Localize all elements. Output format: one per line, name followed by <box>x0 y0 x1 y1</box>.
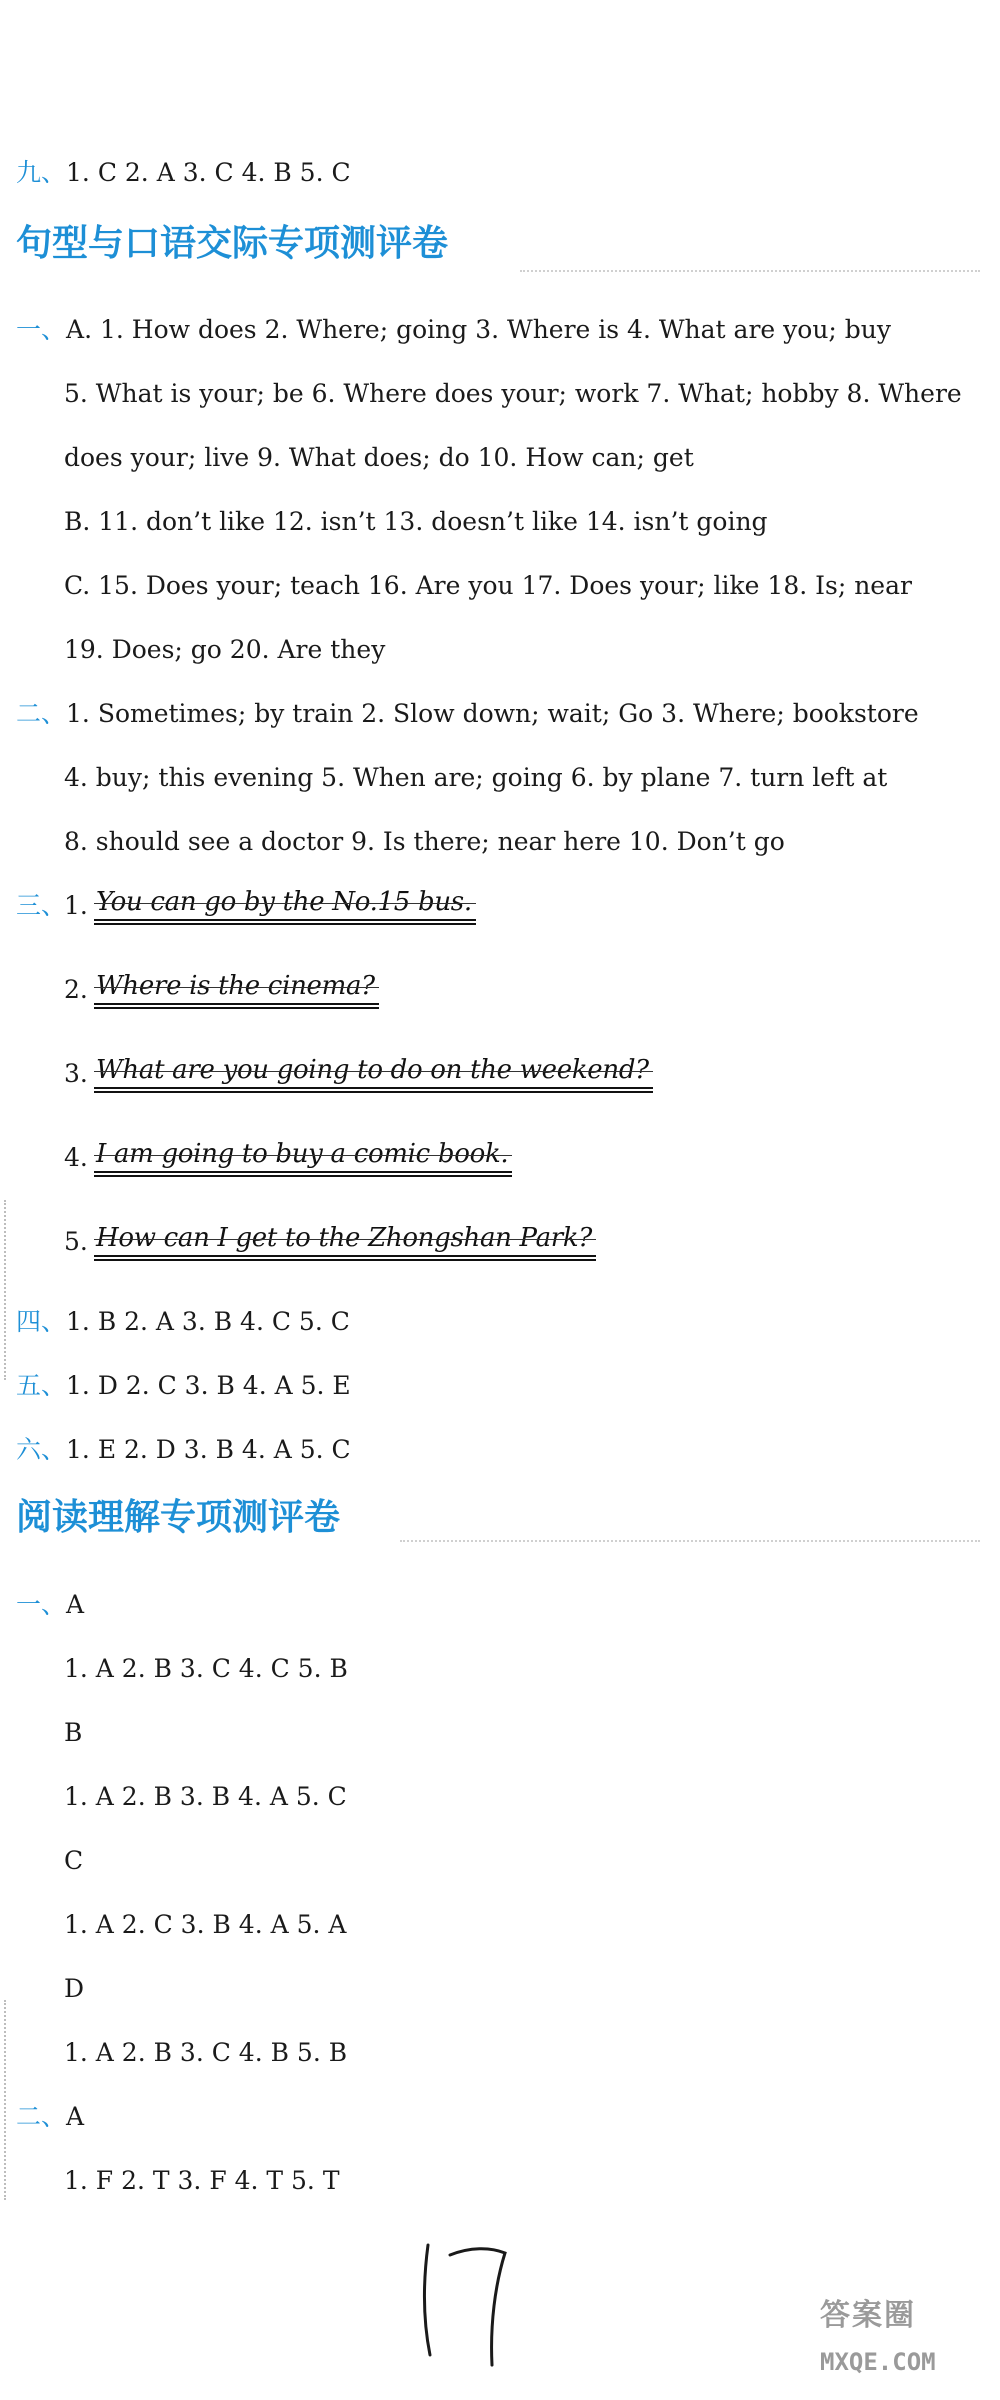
answer-line-2-3: 8. should see a doctor 9. Is there; near here 10. Don’t go <box>64 827 785 856</box>
passage-label-C: C <box>64 1846 84 1875</box>
section-marker: 六、 <box>16 1435 67 1464</box>
answer-line-1-6: 19. Does; go 20. Are they <box>64 635 386 664</box>
section-marker: 一、 <box>16 315 67 344</box>
section-marker: 三、 <box>16 891 67 920</box>
reading-answers-D: 1. A 2. B 3. C 4. B 5. B <box>64 2038 348 2067</box>
binding-edge <box>4 1200 6 1380</box>
answer-line-2-2: 4. buy; this evening 5. When are; going 6. by plane 7. turn left at <box>64 763 888 792</box>
handwritten-answer-3 <box>64 1055 649 1089</box>
section-marker-3 <box>16 891 66 921</box>
heading-rule <box>520 270 980 272</box>
handwritten-text: I am going to buy a comic book. <box>94 1139 512 1173</box>
reading-answers-2A: 1. F 2. T 3. F 4. T 5. T <box>64 2166 340 2195</box>
answer-text: A. 1. How does 2. Where; going 3. Where is 4. What are you; buy <box>66 315 892 344</box>
item-number: 2. <box>64 975 88 1004</box>
answer-line-6 <box>16 1435 351 1465</box>
answer-text: 1. D 2. C 3. B 4. A 5. E <box>66 1371 351 1400</box>
section-marker: 九、 <box>16 158 67 187</box>
section-marker: 五、 <box>16 1371 67 1400</box>
reading-part-1 <box>16 1590 84 1620</box>
handwritten-answer-4 <box>64 1139 509 1173</box>
handwritten-answer-1 <box>64 887 472 921</box>
section-marker: 一、 <box>16 1590 67 1619</box>
answer-line-1-4: B. 11. don’t like 12. isn’t 13. doesn’t like 14. isn’t going <box>64 507 768 536</box>
watermark-brand: 答案圈 <box>820 2298 916 2333</box>
answer-line-1-5: C. 15. Does your; teach 16. Are you 17. Does your; like 18. Is; near <box>64 571 912 600</box>
answer-text: 1. Sometimes; by train 2. Slow down; wait; Go 3. Where; bookstore <box>66 699 919 728</box>
answer-line-5 <box>16 1371 351 1401</box>
passage-label-B: B <box>64 1718 83 1747</box>
handwritten-answer-5 <box>64 1223 593 1257</box>
passage-label: A <box>66 2102 85 2131</box>
answer-line-4 <box>16 1307 350 1337</box>
answer-line-2-1 <box>16 699 919 729</box>
binding-edge <box>4 2000 6 2200</box>
reading-answers-B: 1. A 2. B 3. B 4. A 5. C <box>64 1782 347 1811</box>
answer-line-1-3: does your; live 9. What does; do 10. How can; get <box>64 443 694 472</box>
reading-part-2 <box>16 2102 84 2132</box>
section-marker: 二、 <box>16 2102 67 2131</box>
handwritten-text: How can I get to the Zhongshan Park? <box>94 1223 596 1257</box>
section-heading-sentence: 句型与口语交际专项测评卷 <box>16 223 449 264</box>
handwritten-text: You can go by the No.15 bus. <box>94 887 476 921</box>
item-number: 4. <box>64 1143 88 1172</box>
passage-label-D: D <box>64 1974 85 2003</box>
section-heading-reading: 阅读理解专项测评卷 <box>16 1497 341 1538</box>
reading-answers-A: 1. A 2. B 3. C 4. C 5. B <box>64 1654 348 1683</box>
handwritten-answer-2 <box>64 971 375 1005</box>
heading-rule <box>400 1540 980 1542</box>
watermark-logo <box>820 2290 990 2390</box>
answer-text: 1. C 2. A 3. C 4. B 5. C <box>66 158 351 187</box>
answer-line-9 <box>16 158 351 188</box>
handwritten-text: What are you going to do on the weekend? <box>94 1055 653 1089</box>
item-number: 3. <box>64 1059 88 1088</box>
answer-line-1-1 <box>16 315 891 345</box>
answer-text: 1. E 2. D 3. B 4. A 5. C <box>66 1435 351 1464</box>
handwritten-text: Where is the cinema? <box>94 971 379 1005</box>
section-marker: 四、 <box>16 1307 67 1336</box>
watermark-domain: MXQE.COM <box>820 2348 936 2376</box>
section-marker: 二、 <box>16 699 67 728</box>
item-number: 1. <box>64 891 88 920</box>
page-number-mark <box>410 2225 520 2375</box>
passage-label: A <box>66 1590 85 1619</box>
answer-text: 1. B 2. A 3. B 4. C 5. C <box>66 1307 350 1336</box>
answer-line-1-2: 5. What is your; be 6. Where does your; work 7. What; hobby 8. Where <box>64 379 962 408</box>
item-number: 5. <box>64 1227 88 1256</box>
reading-answers-C: 1. A 2. C 3. B 4. A 5. A <box>64 1910 347 1939</box>
